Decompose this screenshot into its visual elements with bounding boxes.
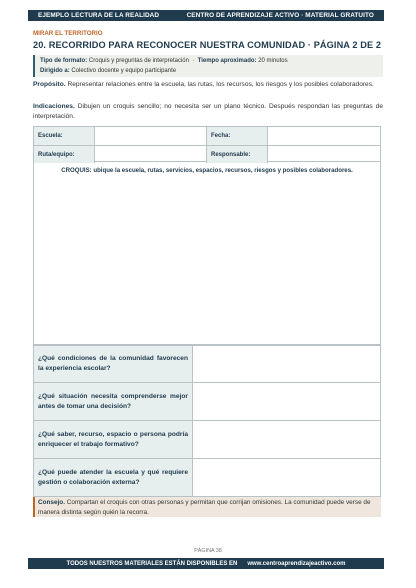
answer-field[interactable] (192, 421, 380, 458)
advice-box (33, 497, 381, 517)
purpose-text: Representar relaciones entre la escuela, las rutas, los recursos, los riesgos y los posibles colaboradores. (67, 81, 374, 88)
footer-band (28, 558, 384, 569)
date-label: Fecha: (207, 127, 267, 145)
footer-text: TODOS NUESTROS MATERIALES ESTÁN DISPONIBLES EN (66, 560, 238, 567)
meta-line-1: Tipo de formato: Croquis y preguntas de interpretación · Tiempo aproximado: 20 minutos (40, 58, 288, 64)
header-right-text: CENTRO DE APRENDIZAJE ACTIVO · MATERIAL GRATUITO (186, 12, 374, 19)
time-value: 20 minutos (258, 58, 288, 64)
question-text: ¿Qué condiciones de la comunidad favorecen la experiencia escolar? (34, 346, 192, 382)
time-label: Tiempo aproximado: (197, 58, 257, 64)
meta-box (33, 55, 383, 77)
purpose-label: Propósito. (33, 81, 66, 88)
question-row (33, 383, 381, 421)
question-row (33, 345, 381, 383)
page-title: 20. RECORRIDO PARA RECONOCER NUESTRA COMUNIDAD · PÁGINA 2 DE 2 (33, 40, 382, 50)
form-row-1 (34, 127, 380, 145)
answer-field[interactable] (192, 459, 380, 496)
advice-text: Compartan el croquis con otras personas y permitan que corrijan omisiones. La comunidad puede verse de manera distinta según quién la recorra. (38, 499, 371, 516)
sketch-label: CROQUIS: ubique la escuela, rutas, servicios, espacios, recursos, riesgos y posibles colaboradores. (61, 167, 353, 174)
form-row-2 (34, 145, 380, 163)
format-label: Tipo de formato: (40, 58, 88, 64)
answer-field[interactable] (192, 383, 380, 420)
questions-table (33, 345, 381, 497)
purpose-paragraph (33, 80, 383, 90)
question-text: ¿Qué situación necesita comprenderse mejor antes de tomar una decisión? (34, 383, 192, 420)
instructions-paragraph (33, 102, 383, 122)
date-field[interactable] (267, 127, 380, 145)
route-field[interactable] (94, 146, 207, 163)
format-value: Croquis y preguntas de interpretación (88, 58, 189, 64)
question-row (33, 459, 381, 497)
audience-label: Dirigido a: (40, 67, 70, 74)
instructions-text: Dibujen un croquis sencillo; no necesita ser un plano técnico. Después respondan las preguntas de interpretación. (33, 103, 383, 120)
instructions-label: Indicaciones. (33, 103, 75, 110)
school-label: Escuela: (34, 127, 94, 145)
header-band (28, 10, 384, 21)
sketch-area[interactable] (33, 162, 381, 345)
school-field[interactable] (94, 127, 207, 145)
responsible-label: Responsable: (207, 146, 267, 163)
header-left-text: EJEMPLO LECTURA DE LA REALIDAD (38, 12, 160, 19)
footer-link[interactable]: www.centroaprendizajeactivo.com (247, 560, 346, 567)
answer-field[interactable] (192, 346, 380, 382)
question-row (33, 421, 381, 459)
advice-label: Consejo. (38, 499, 65, 506)
question-text: ¿Qué saber, recurso, espacio o persona podría enriquecer el trabajo formativo? (34, 421, 192, 458)
page-number: PÁGINA 38 (194, 548, 222, 554)
meta-line-2 (40, 67, 378, 77)
route-label: Ruta/equipo: (34, 146, 94, 163)
responsible-field[interactable] (267, 146, 380, 163)
section-kicker: MIRAR EL TERRITORIO (33, 30, 103, 37)
question-text: ¿Qué puede atender la escuela y qué requiere gestión o colaboración externa? (34, 459, 192, 496)
audience-value: Colectivo docente y equipo participante (71, 67, 177, 74)
header-form (33, 126, 381, 162)
